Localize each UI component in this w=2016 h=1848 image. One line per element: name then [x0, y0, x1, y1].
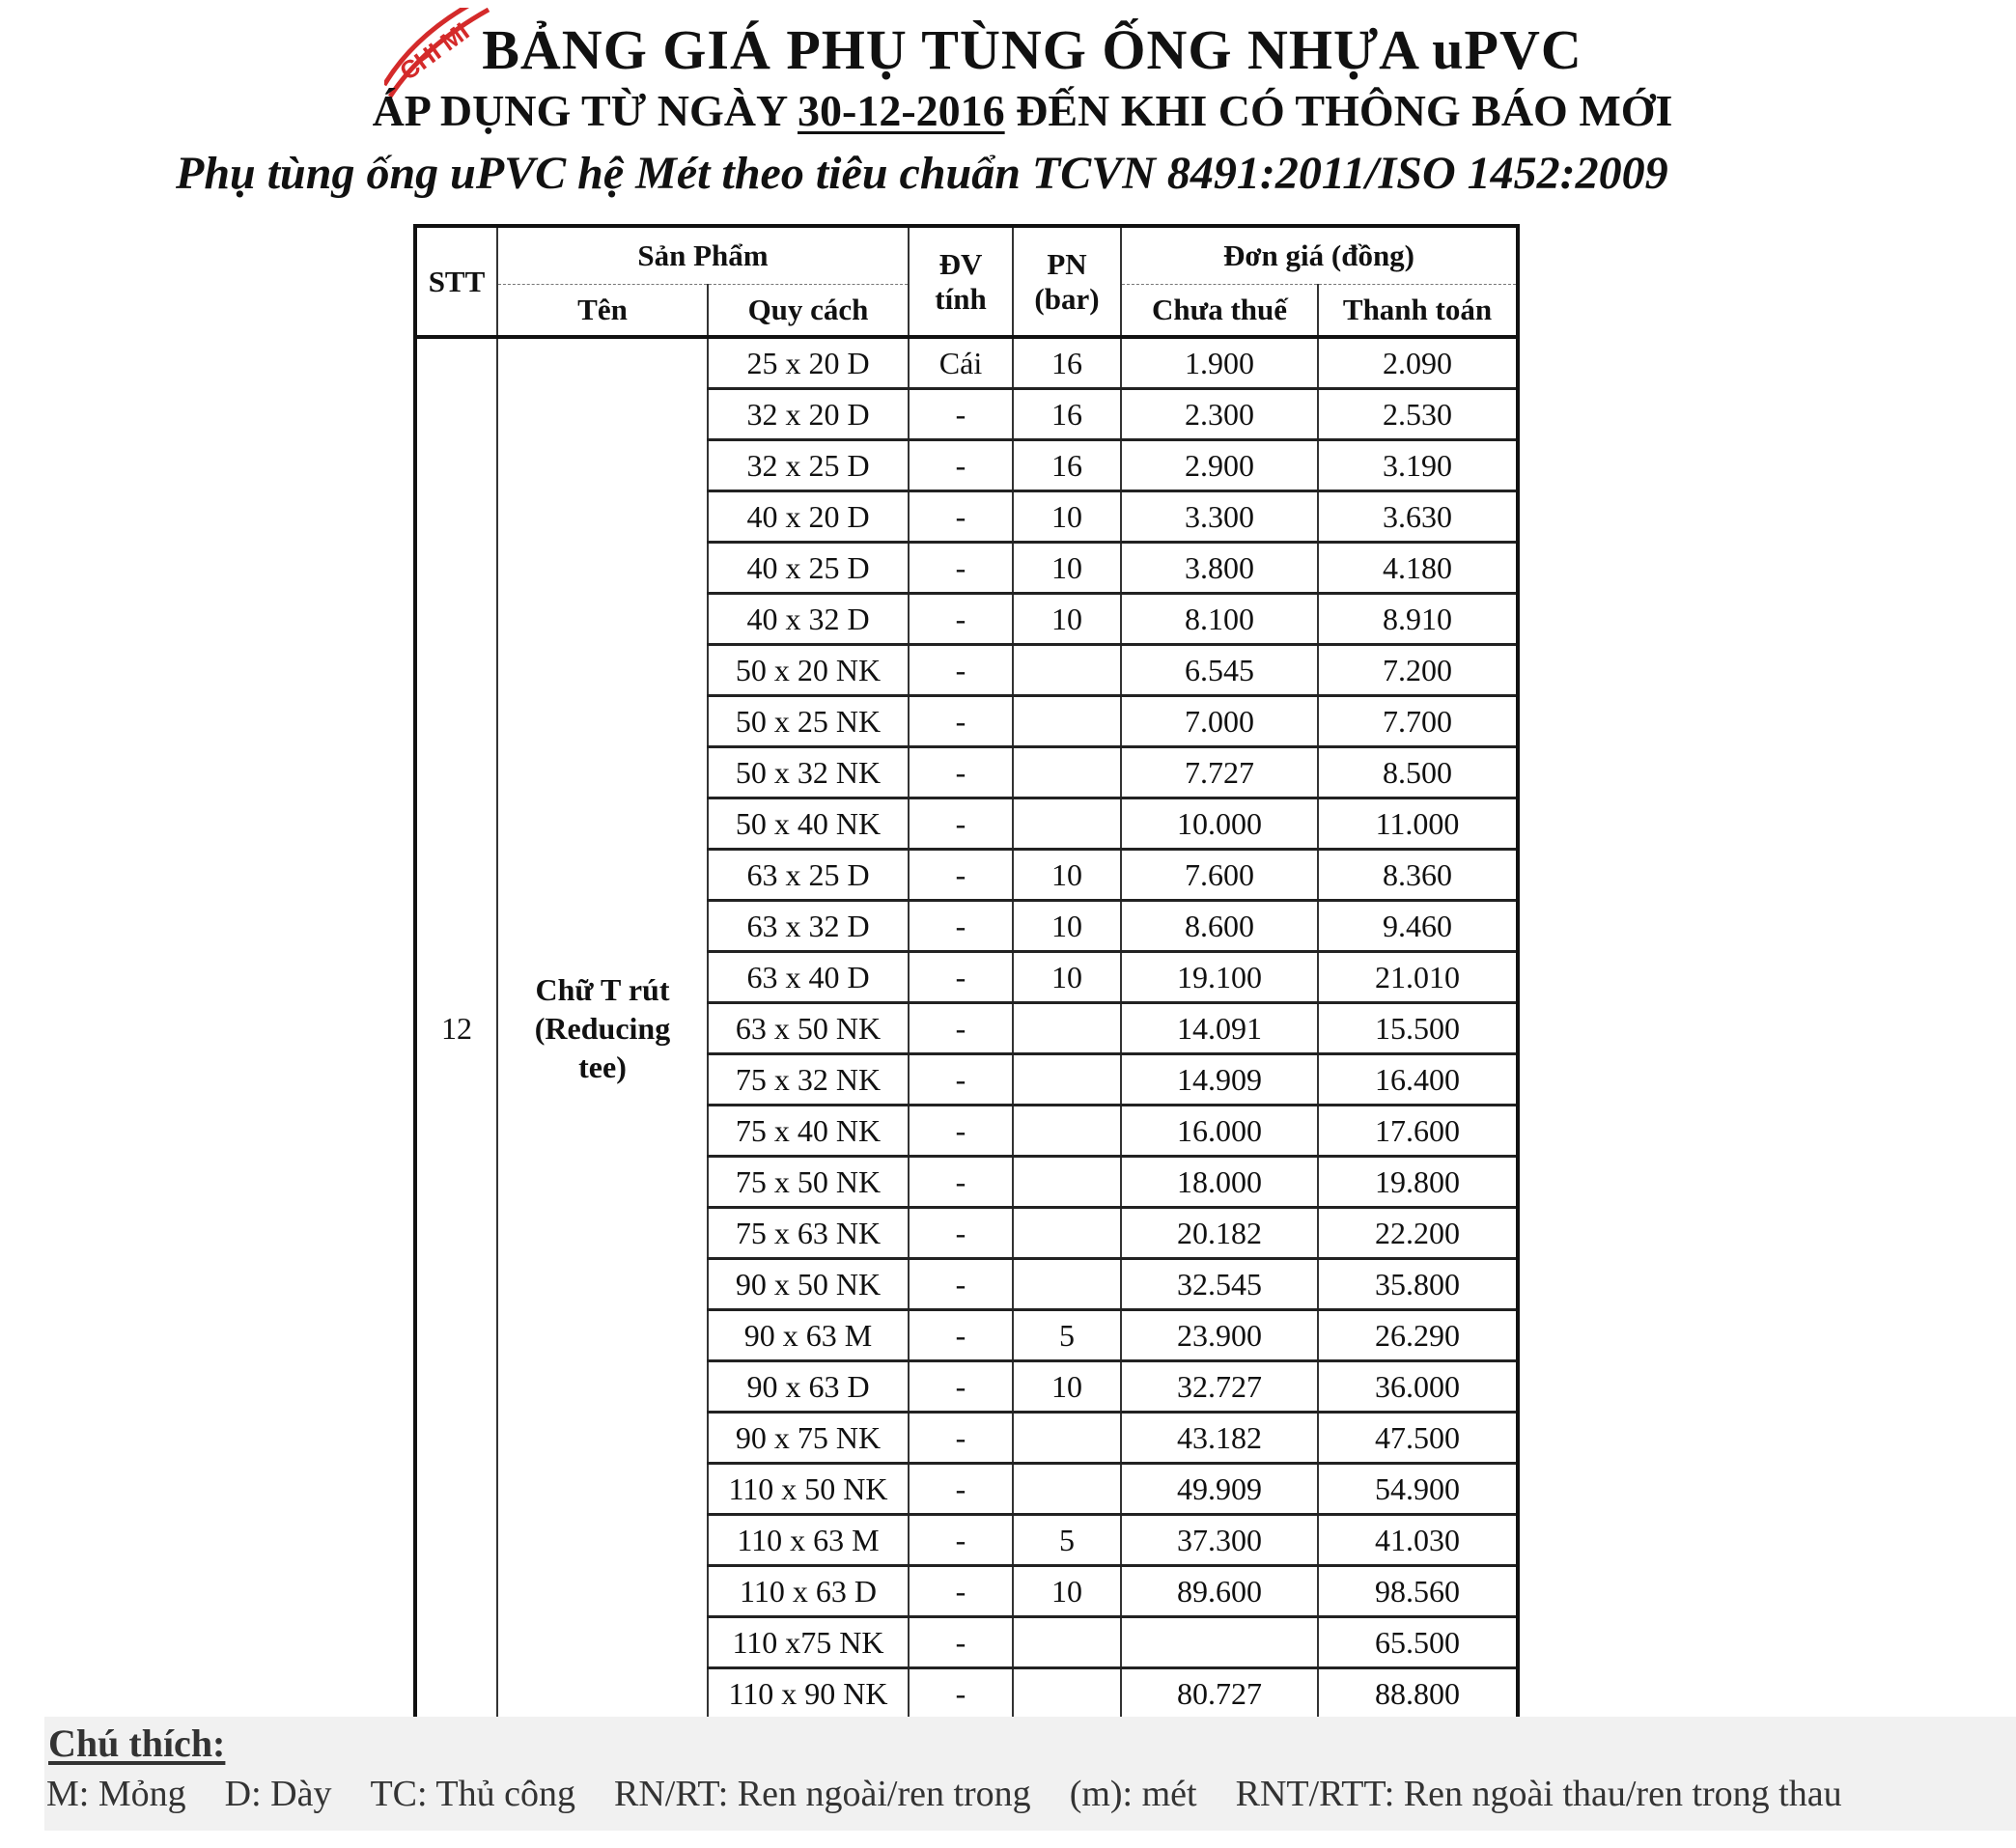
cell-chua-thue: 14.909: [1121, 1054, 1318, 1106]
cell-pn: [1013, 1157, 1121, 1208]
cell-chua-thue: 49.909: [1121, 1464, 1318, 1515]
cell-pn: 16: [1013, 337, 1121, 389]
cell-thanh-toan: 4.180: [1318, 543, 1518, 594]
cell-pn: 10: [1013, 1566, 1121, 1617]
cell-pn: [1013, 1617, 1121, 1668]
cell-quy-cach: 50 x 32 NK: [708, 747, 909, 798]
cell-thanh-toan: 15.500: [1318, 1003, 1518, 1054]
cell-pn: [1013, 1208, 1121, 1259]
cell-pn: [1013, 1259, 1121, 1310]
cell-dv: -: [909, 1003, 1013, 1054]
cell-dv: -: [909, 440, 1013, 491]
cell-dv: Cái: [909, 337, 1013, 389]
price-table: [413, 224, 1520, 1722]
cell-dv: -: [909, 1464, 1013, 1515]
cell-pn: [1013, 1464, 1121, 1515]
cell-quy-cach: 32 x 25 D: [708, 440, 909, 491]
cell-dv: -: [909, 1310, 1013, 1361]
cell-thanh-toan: 8.360: [1318, 850, 1518, 901]
effective-date: 30-12-2016: [798, 86, 1005, 135]
cell-thanh-toan: 2.530: [1318, 389, 1518, 440]
cell-chua-thue: 2.300: [1121, 389, 1318, 440]
cell-dv: -: [909, 952, 1013, 1003]
cell-quy-cach: 75 x 63 NK: [708, 1208, 909, 1259]
subtitle-prefix: ÁP DỤNG TỪ NGÀY: [372, 86, 787, 135]
header-dv: [909, 226, 1013, 337]
cell-thanh-toan: 3.190: [1318, 440, 1518, 491]
cell-pn: 5: [1013, 1515, 1121, 1566]
cell-thanh-toan: 35.800: [1318, 1259, 1518, 1310]
legend-item: M: Mỏng: [46, 1774, 186, 1814]
cell-pn: [1013, 747, 1121, 798]
cell-quy-cach: 90 x 50 NK: [708, 1259, 909, 1310]
cell-dv: -: [909, 1566, 1013, 1617]
stamp-text: CHI MI: [394, 16, 475, 87]
header-quy-cach: Quy cách: [708, 285, 909, 338]
cell-quy-cach: 75 x 40 NK: [708, 1106, 909, 1157]
cell-thanh-toan: 7.700: [1318, 696, 1518, 747]
header-chua-thue: Chưa thuế: [1121, 285, 1318, 338]
table-row: [415, 337, 1518, 389]
cell-dv: -: [909, 1413, 1013, 1464]
cell-quy-cach: 110 x75 NK: [708, 1617, 909, 1668]
group-name-line: Chữ T rút: [535, 972, 670, 1007]
legend: [44, 1717, 2016, 1831]
cell-dv: -: [909, 1106, 1013, 1157]
cell-quy-cach: 110 x 50 NK: [708, 1464, 909, 1515]
cell-pn: [1013, 645, 1121, 696]
cell-chua-thue: 18.000: [1121, 1157, 1318, 1208]
legend-item: D: Dày: [224, 1774, 332, 1814]
cell-chua-thue: 2.900: [1121, 440, 1318, 491]
cell-quy-cach: 32 x 20 D: [708, 389, 909, 440]
cell-pn: [1013, 1003, 1121, 1054]
cell-quy-cach: 50 x 25 NK: [708, 696, 909, 747]
header-pn-line1: PN: [1047, 246, 1087, 281]
cell-dv: -: [909, 594, 1013, 645]
cell-thanh-toan: 19.800: [1318, 1157, 1518, 1208]
header-thanh-toan: Thanh toán: [1318, 285, 1518, 338]
cell-pn: 10: [1013, 594, 1121, 645]
cell-dv: -: [909, 901, 1013, 952]
cell-thanh-toan: 11.000: [1318, 798, 1518, 850]
legend-item: TC: Thủ công: [370, 1774, 575, 1814]
cell-dv: -: [909, 696, 1013, 747]
cell-dv: -: [909, 491, 1013, 543]
cell-dv: -: [909, 1208, 1013, 1259]
cell-dv: -: [909, 1157, 1013, 1208]
cell-quy-cach: 75 x 32 NK: [708, 1054, 909, 1106]
cell-chua-thue: 7.727: [1121, 747, 1318, 798]
cell-chua-thue: 16.000: [1121, 1106, 1318, 1157]
cell-quy-cach: 63 x 50 NK: [708, 1003, 909, 1054]
cell-chua-thue: 20.182: [1121, 1208, 1318, 1259]
cell-dv: -: [909, 1259, 1013, 1310]
page-subtitle: [0, 85, 2016, 136]
cell-pn: 10: [1013, 543, 1121, 594]
cell-chua-thue: [1121, 1617, 1318, 1668]
cell-thanh-toan: 16.400: [1318, 1054, 1518, 1106]
cell-quy-cach: 90 x 63 D: [708, 1361, 909, 1413]
cell-chua-thue: 7.000: [1121, 696, 1318, 747]
cell-chua-thue: 80.727: [1121, 1668, 1318, 1721]
cell-pn: 10: [1013, 952, 1121, 1003]
cell-dv: -: [909, 1515, 1013, 1566]
cell-quy-cach: 110 x 63 M: [708, 1515, 909, 1566]
group-name-line: tee): [578, 1050, 627, 1084]
cell-dv: -: [909, 798, 1013, 850]
cell-pn: [1013, 696, 1121, 747]
price-table-body: [415, 337, 1518, 1720]
page-title: BẢNG GIÁ PHỤ TÙNG ỐNG NHỰA uPVC: [482, 18, 1582, 81]
cell-quy-cach: 90 x 75 NK: [708, 1413, 909, 1464]
cell-thanh-toan: 8.910: [1318, 594, 1518, 645]
header-dv-line2: tính: [935, 281, 987, 316]
cell-thanh-toan: 8.500: [1318, 747, 1518, 798]
cell-chua-thue: 19.100: [1121, 952, 1318, 1003]
cell-quy-cach: 63 x 32 D: [708, 901, 909, 952]
header-dv-line1: ĐV: [938, 246, 983, 281]
cell-chua-thue: 6.545: [1121, 645, 1318, 696]
cell-thanh-toan: 9.460: [1318, 901, 1518, 952]
cell-pn: 10: [1013, 850, 1121, 901]
cell-chua-thue: 3.300: [1121, 491, 1318, 543]
group-name: [497, 337, 708, 1720]
cell-quy-cach: 63 x 25 D: [708, 850, 909, 901]
cell-quy-cach: 63 x 40 D: [708, 952, 909, 1003]
cell-chua-thue: 89.600: [1121, 1566, 1318, 1617]
cell-chua-thue: 37.300: [1121, 1515, 1318, 1566]
cell-chua-thue: 10.000: [1121, 798, 1318, 850]
cell-pn: [1013, 1106, 1121, 1157]
cell-dv: -: [909, 1617, 1013, 1668]
cell-chua-thue: 8.100: [1121, 594, 1318, 645]
header-row-1: [415, 226, 1518, 285]
cell-chua-thue: 32.545: [1121, 1259, 1318, 1310]
cell-dv: -: [909, 543, 1013, 594]
cell-dv: -: [909, 1361, 1013, 1413]
cell-chua-thue: 32.727: [1121, 1361, 1318, 1413]
header-don-gia: Đơn giá (đồng): [1121, 226, 1518, 285]
cell-chua-thue: 23.900: [1121, 1310, 1318, 1361]
cell-pn: 5: [1013, 1310, 1121, 1361]
cell-quy-cach: 40 x 25 D: [708, 543, 909, 594]
cell-pn: 16: [1013, 389, 1121, 440]
cell-thanh-toan: 3.630: [1318, 491, 1518, 543]
cell-chua-thue: 8.600: [1121, 901, 1318, 952]
cell-pn: 10: [1013, 901, 1121, 952]
cell-thanh-toan: 7.200: [1318, 645, 1518, 696]
cell-quy-cach: 90 x 63 M: [708, 1310, 909, 1361]
cell-thanh-toan: 2.090: [1318, 337, 1518, 389]
group-stt: 12: [415, 337, 497, 1720]
standard-note: Phụ tùng ống uPVC hệ Mét theo tiêu chuẩn TCVN 8491:2011/ISO 1452:2009: [176, 148, 1668, 199]
cell-pn: [1013, 1054, 1121, 1106]
cell-thanh-toan: 26.290: [1318, 1310, 1518, 1361]
header-pn-line2: (bar): [1034, 281, 1100, 316]
cell-thanh-toan: 41.030: [1318, 1515, 1518, 1566]
cell-pn: 10: [1013, 1361, 1121, 1413]
group-name-line: (Reducing: [534, 1011, 671, 1046]
cell-dv: -: [909, 850, 1013, 901]
cell-dv: -: [909, 645, 1013, 696]
header-san-pham: Sản Phẩm: [497, 226, 909, 285]
cell-pn: [1013, 1668, 1121, 1721]
cell-thanh-toan: 21.010: [1318, 952, 1518, 1003]
cell-quy-cach: 40 x 20 D: [708, 491, 909, 543]
legend-items: [46, 1773, 1881, 1815]
legend-item: RNT/RTT: Ren ngoài thau/ren trong thau: [1235, 1774, 1842, 1814]
cell-thanh-toan: 65.500: [1318, 1617, 1518, 1668]
cell-dv: -: [909, 389, 1013, 440]
cell-quy-cach: 110 x 63 D: [708, 1566, 909, 1617]
cell-quy-cach: 75 x 50 NK: [708, 1157, 909, 1208]
header-pn: [1013, 226, 1121, 337]
legend-item: (m): mét: [1069, 1774, 1197, 1814]
cell-chua-thue: 3.800: [1121, 543, 1318, 594]
cell-quy-cach: 40 x 32 D: [708, 594, 909, 645]
cell-chua-thue: 14.091: [1121, 1003, 1318, 1054]
cell-thanh-toan: 54.900: [1318, 1464, 1518, 1515]
cell-dv: -: [909, 747, 1013, 798]
subtitle-suffix: ĐẾN KHI CÓ THÔNG BÁO MỚI: [1016, 86, 1673, 135]
cell-chua-thue: 7.600: [1121, 850, 1318, 901]
cell-thanh-toan: 98.560: [1318, 1566, 1518, 1617]
cell-quy-cach: 50 x 40 NK: [708, 798, 909, 850]
cell-thanh-toan: 17.600: [1318, 1106, 1518, 1157]
cell-dv: -: [909, 1054, 1013, 1106]
cell-quy-cach: 110 x 90 NK: [708, 1668, 909, 1721]
cell-chua-thue: 1.900: [1121, 337, 1318, 389]
cell-pn: [1013, 1413, 1121, 1464]
legend-title: Chú thích:: [48, 1722, 226, 1765]
cell-quy-cach: 50 x 20 NK: [708, 645, 909, 696]
cell-thanh-toan: 22.200: [1318, 1208, 1518, 1259]
cell-quy-cach: 25 x 20 D: [708, 337, 909, 389]
cell-pn: [1013, 798, 1121, 850]
cell-pn: 10: [1013, 491, 1121, 543]
cell-thanh-toan: 36.000: [1318, 1361, 1518, 1413]
cell-dv: -: [909, 1668, 1013, 1721]
cell-thanh-toan: 47.500: [1318, 1413, 1518, 1464]
cell-pn: 16: [1013, 440, 1121, 491]
cell-thanh-toan: 88.800: [1318, 1668, 1518, 1721]
header-stt: STT: [415, 226, 497, 337]
header-ten: Tên: [497, 285, 708, 338]
cell-chua-thue: 43.182: [1121, 1413, 1318, 1464]
legend-item: RN/RT: Ren ngoài/ren trong: [613, 1774, 1031, 1814]
